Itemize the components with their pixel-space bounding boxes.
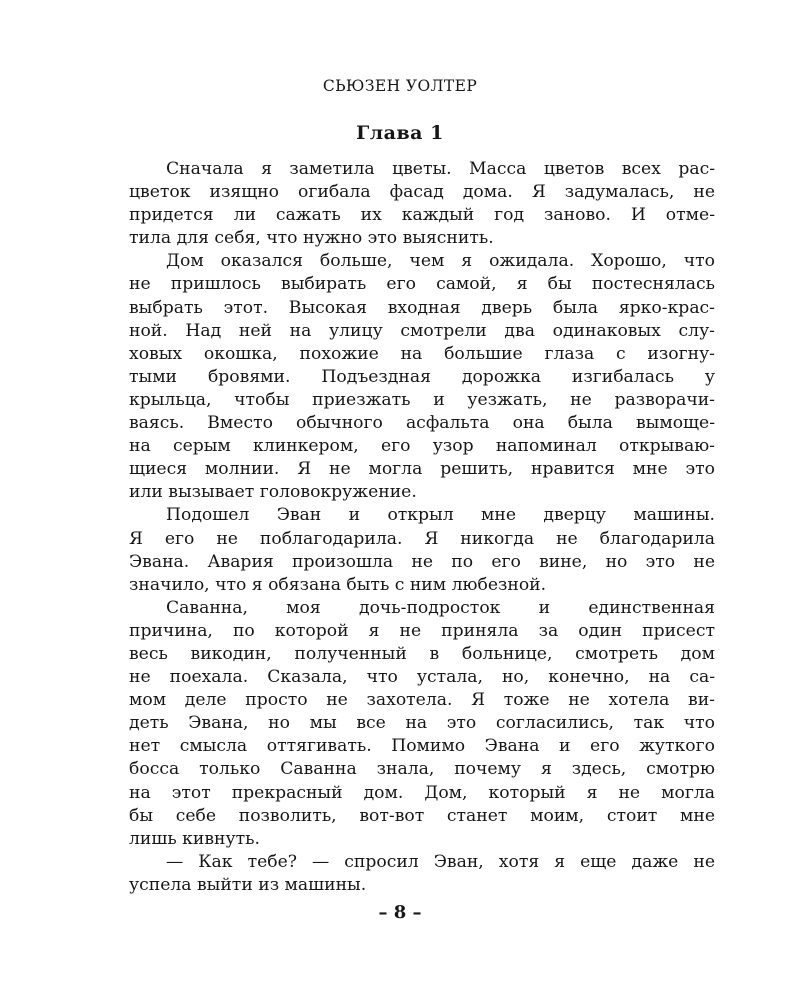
text-line: мом деле просто не захотела. Я тоже не хотела ви- <box>129 690 715 711</box>
text-line: успела выйти из машины. <box>129 874 367 895</box>
text-line: бы себе позволить, вот-вот станет моим, стоит мне <box>129 805 715 826</box>
text-line: не пришлось выбирать его самой, я бы постеснялась <box>129 274 715 295</box>
text-line: цветок изящно огибала фасад дома. Я задумалась, не <box>129 182 715 203</box>
text-line: значило, что я обязана быть с ним любезной. <box>129 574 547 595</box>
text-line: причина, по которой я не приняла за один присест <box>129 620 715 641</box>
text-line: щиеся молнии. Я не могла решить, нравится мне это <box>129 459 715 480</box>
text-line: нет смысла оттягивать. Помимо Эвана и его жуткого <box>129 736 715 757</box>
text-line: весь викодин, полученный в больнице, смотреть дом <box>129 643 715 664</box>
text-line: придется ли сажать их каждый год заново. И отме- <box>129 205 715 226</box>
text-line: не поехала. Сказала, что устала, но, конечно, на са- <box>129 667 715 688</box>
text-line: ховых окошка, похожие на большие глаза с изогну- <box>129 343 715 364</box>
text-line: ной. Над ней на улицу смотрели два одинаковых слу- <box>129 320 715 341</box>
chapter-title: Глава 1 <box>356 122 444 144</box>
text-line: Я его не поблагодарила. Я никогда не благодарила <box>129 528 715 549</box>
text-line: ваясь. Вместо обычного асфальта она была вымоще- <box>129 413 715 434</box>
text-line: на серым клинкером, его узор напоминал открываю- <box>129 436 715 457</box>
text-line: Сначала я заметила цветы. Масса цветов всех рас- <box>166 159 715 179</box>
body-text <box>129 158 715 897</box>
text-line: Саванна, моя дочь-подросток и единственная <box>166 597 715 618</box>
text-line: крыльца, чтобы приезжать и уезжать, не разворачи- <box>129 389 715 410</box>
text-line: тила для себя, что нужно это выяснить. <box>129 228 494 249</box>
text-line: Эвана. Авария произошла не по его вине, но это не <box>129 551 715 572</box>
text-line: тыми бровями. Подъездная дорожка изгибалась у <box>129 366 715 387</box>
text-line: босса только Саванна знала, почему я здесь, смотрю <box>129 759 715 780</box>
text-line: на этот прекрасный дом. Дом, который я не могла <box>129 782 715 803</box>
text-line: лишь кивнуть. <box>129 828 260 849</box>
text-line: деть Эвана, но мы все на это согласились, так что <box>129 713 715 734</box>
text-line: выбрать этот. Высокая входная дверь была ярко-крас- <box>129 297 715 318</box>
text-line: Дом оказался больше, чем я ожидала. Хорошо, что <box>166 251 715 272</box>
text-line: Подошел Эван и открыл мне дверцу машины. <box>166 505 715 526</box>
text-line: или вызывает головокружение. <box>129 482 417 503</box>
page-number: – 8 – <box>378 902 422 923</box>
running-head-author: СЬЮЗЕН УОЛТЕР <box>322 77 478 95</box>
text-line: — Как тебе? — спросил Эван, хотя я еще даже не <box>166 851 715 872</box>
